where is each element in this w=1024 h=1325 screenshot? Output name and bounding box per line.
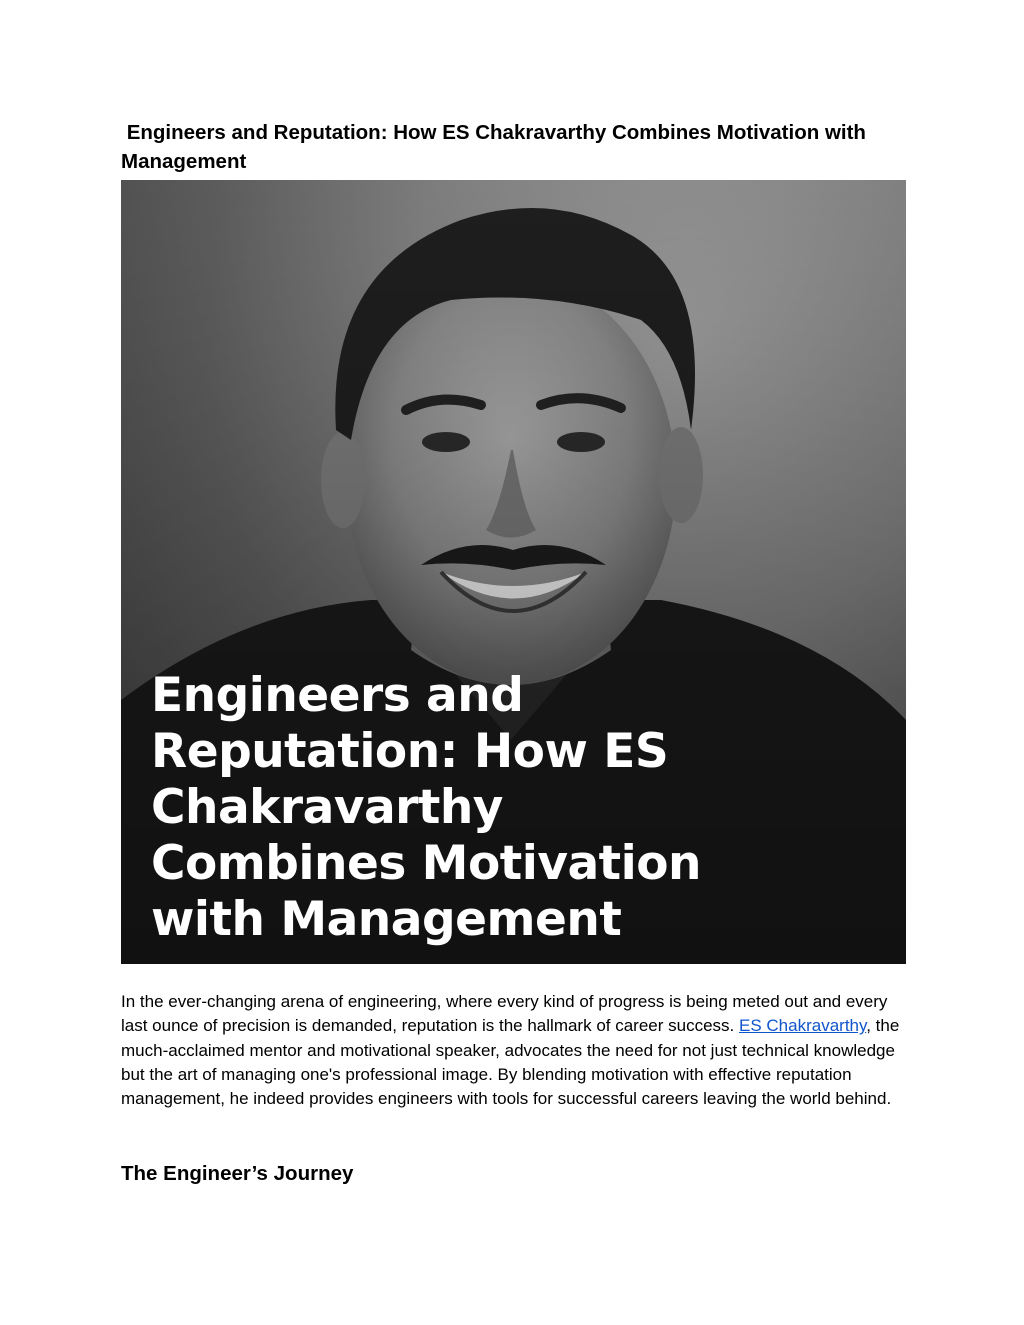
intro-paragraph <box>121 990 911 1111</box>
hero-overlay-line: Reputation: How ES <box>151 724 669 779</box>
hero-overlay-line: Chakravarthy <box>151 780 503 835</box>
hero-overlay-line: with Management <box>151 892 622 947</box>
hero-overlay-title <box>151 668 891 948</box>
hero-image <box>121 180 906 964</box>
page-title: Engineers and Reputation: How ES Chakravarthy Combines Motivation with Management <box>121 121 872 173</box>
es-chakravarthy-link[interactable]: ES Chakravarthy <box>739 1016 867 1036</box>
hero-overlay-line: Combines Motivation <box>151 836 702 891</box>
intro-text-before-link: In the ever-changing arena of engineering, where every kind of progress is being meted out and every last ounce of precision is demanded, reputation is the hallmark of career success. <box>121 992 888 1036</box>
intro-text-after-link: , the much-acclaimed mentor and motivational speaker, advocates the need for not just technical knowledge but the art of managing one's professional image. By blending motivation with effective reputation management, he indeed provides engineers with tools for successful careers leaving the world behind. <box>121 1016 900 1109</box>
hero-overlay-line: Engineers and <box>151 668 524 723</box>
section-heading: The Engineer’s Journey <box>121 1162 354 1185</box>
